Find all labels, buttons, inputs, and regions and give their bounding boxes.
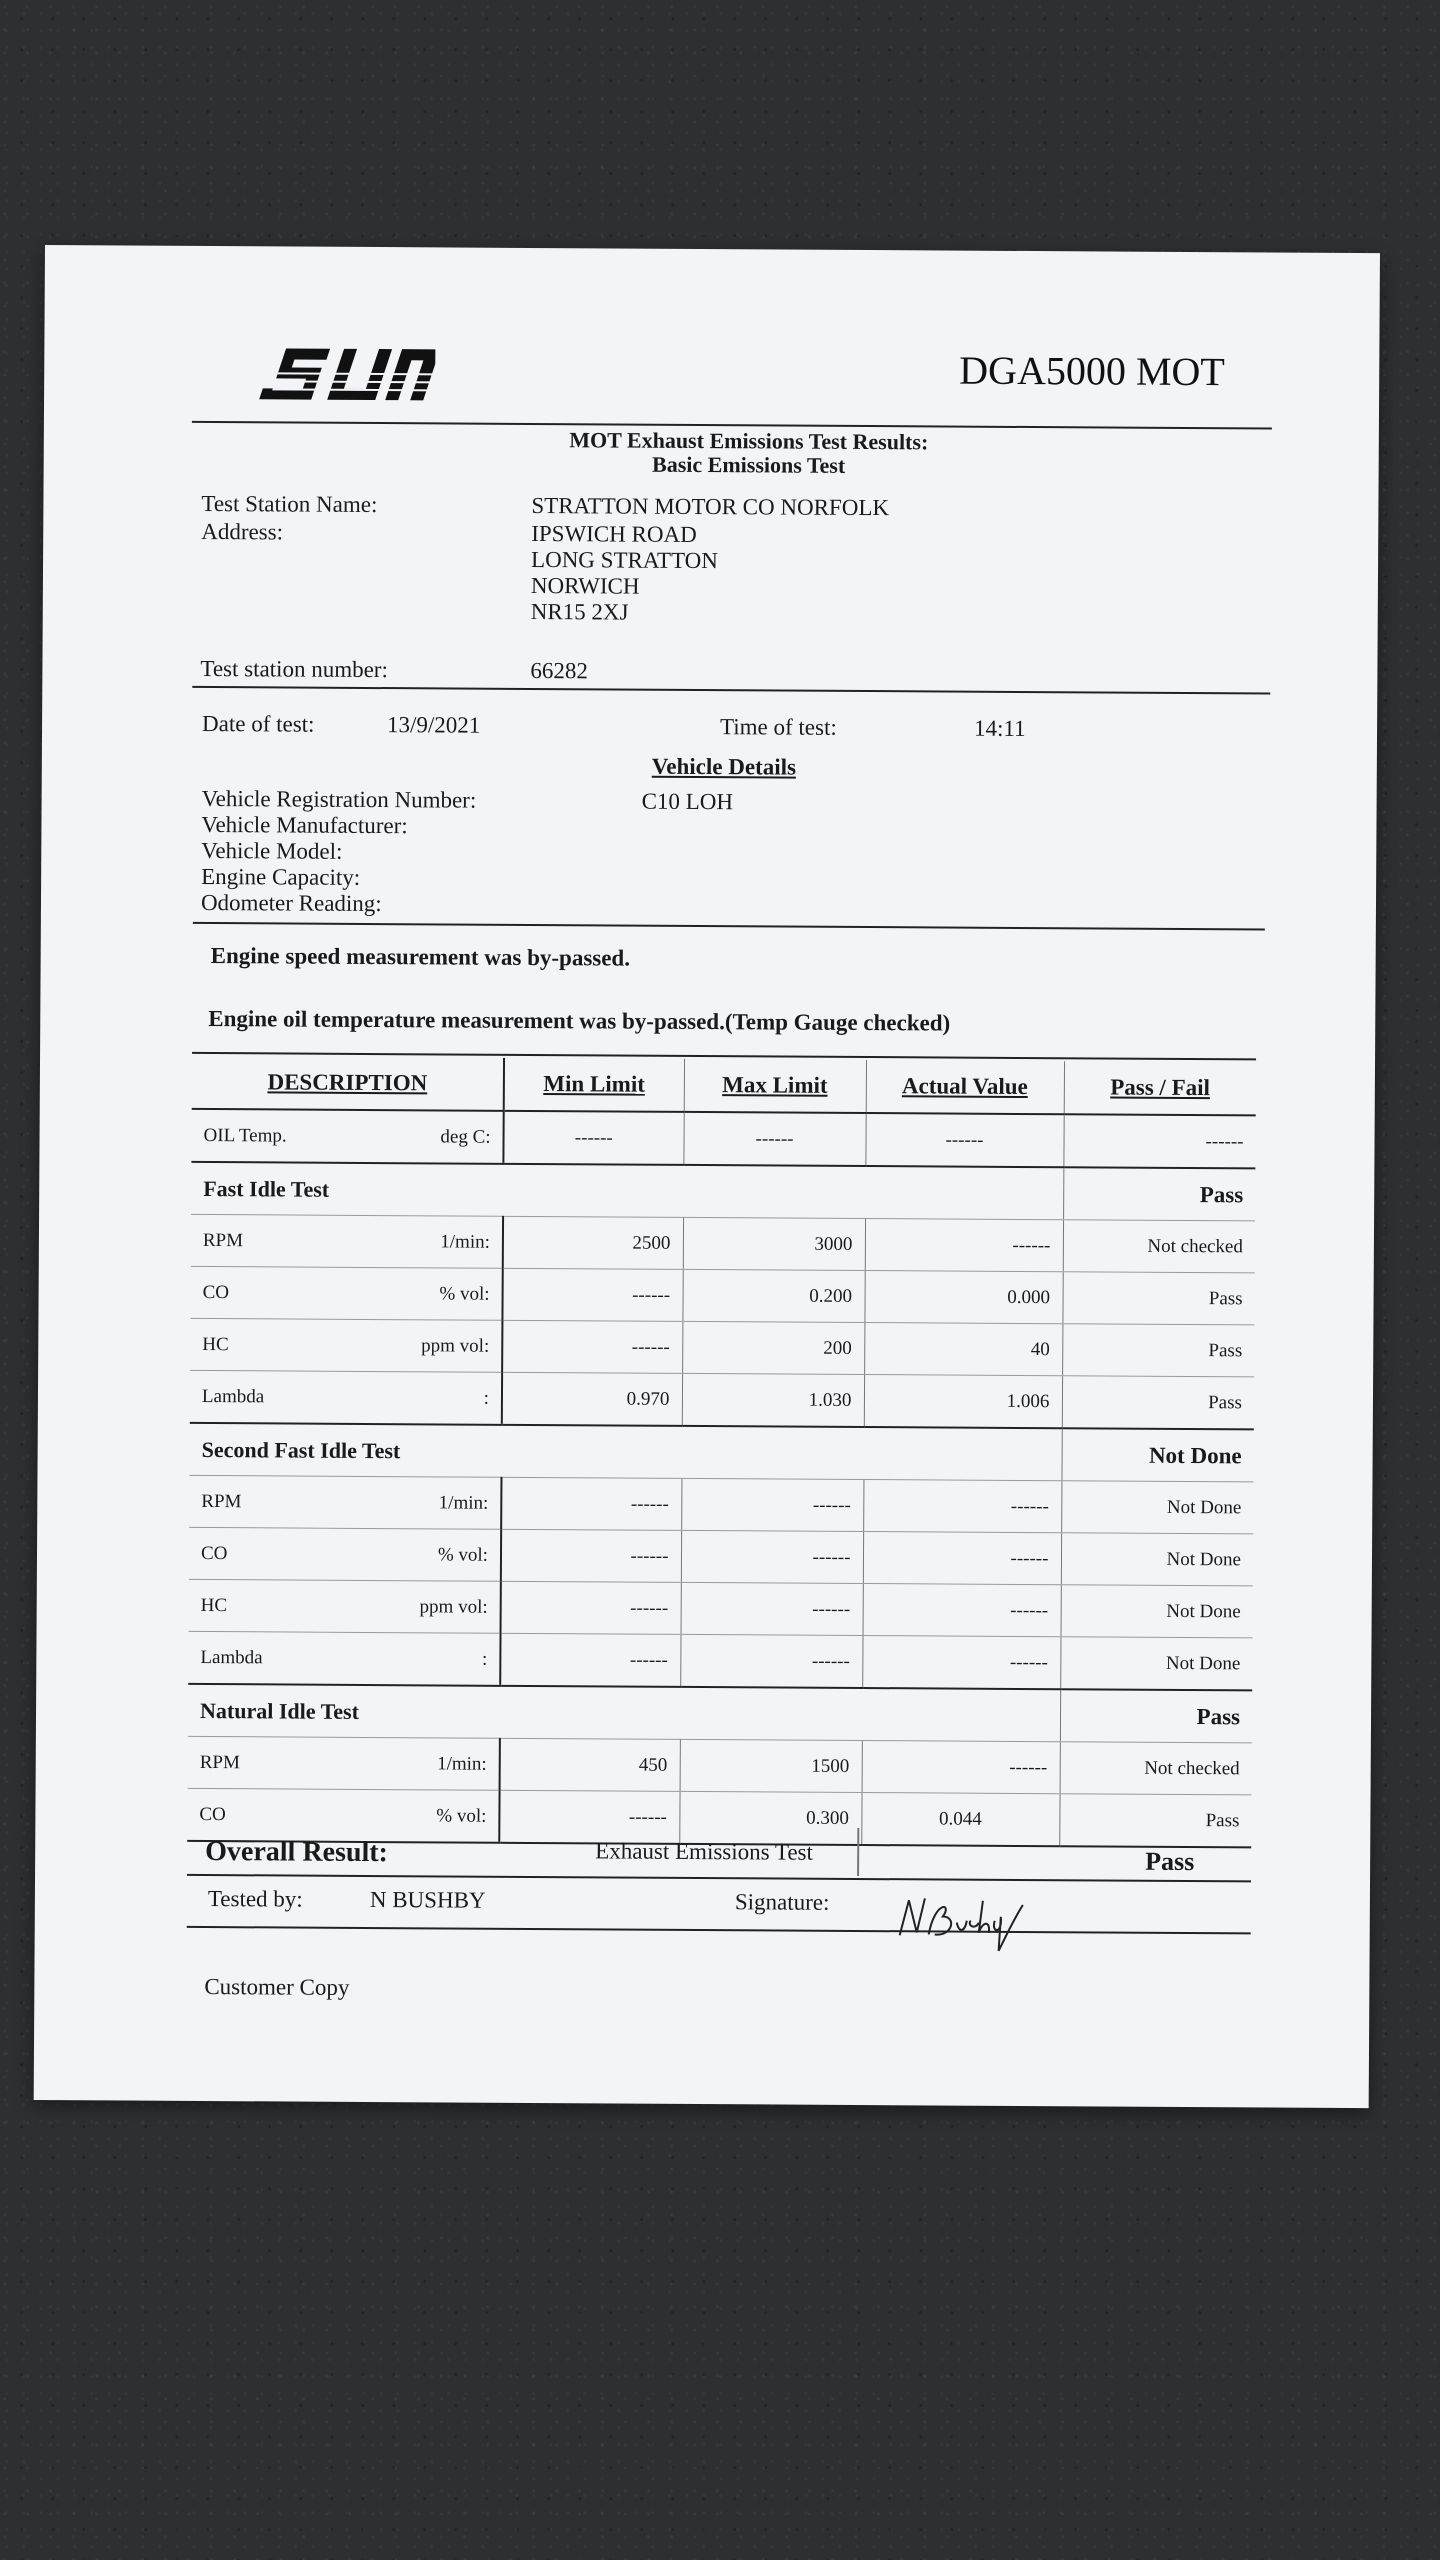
min-limit: ------	[503, 1111, 683, 1165]
address-label: Address:	[201, 518, 284, 545]
pass-fail: Pass	[1062, 1272, 1254, 1325]
min-limit: ------	[502, 1268, 682, 1321]
station-name: STRATTON MOTOR CO NORFOLK	[531, 492, 890, 521]
section-result: Pass	[1063, 1167, 1255, 1221]
actual-value: ------	[863, 1584, 1061, 1637]
address-line: LONG STRATTON	[531, 546, 718, 574]
time-label: Time of test:	[719, 714, 837, 740]
row-unit: 1/min:	[437, 1752, 487, 1775]
results-subheading: Basic Emissions Test	[652, 451, 846, 478]
divider	[192, 686, 1270, 694]
row-description	[190, 1266, 502, 1320]
test-time: 14:11	[973, 715, 1026, 741]
section-title: Fast Idle Test	[191, 1162, 1063, 1220]
vehicle-model-label: Vehicle Model:	[201, 837, 343, 864]
divider	[857, 1828, 859, 1876]
min-limit: ------	[501, 1477, 681, 1530]
row-description	[189, 1475, 501, 1529]
pass-fail: Pass	[1062, 1324, 1254, 1377]
address-block	[531, 521, 718, 626]
table-row	[191, 1109, 1255, 1168]
section-result: Pass	[1060, 1689, 1252, 1743]
row-unit: 1/min:	[438, 1491, 489, 1514]
row-description	[190, 1370, 502, 1424]
table-row	[191, 1214, 1255, 1272]
min-limit: ------	[500, 1633, 680, 1687]
row-name: CO	[199, 1803, 226, 1825]
max-limit: ------	[681, 1582, 863, 1635]
signature-label: Signature:	[734, 1889, 830, 1915]
column-header: Pass / Fail	[1064, 1061, 1256, 1115]
min-limit: ------	[501, 1529, 681, 1582]
table-row	[189, 1527, 1253, 1585]
pass-fail: Not checked	[1063, 1220, 1255, 1273]
row-unit: % vol:	[437, 1543, 489, 1566]
section-result: Not Done	[1061, 1428, 1253, 1482]
row-description	[191, 1214, 503, 1268]
row-name: RPM	[199, 1751, 240, 1773]
max-limit: 1.030	[682, 1373, 864, 1427]
min-limit: 0.970	[502, 1372, 682, 1426]
pass-fail: ------	[1063, 1114, 1255, 1168]
pass-fail: Not Done	[1061, 1533, 1253, 1586]
min-limit: ------	[499, 1790, 679, 1844]
section-row	[191, 1162, 1255, 1221]
row-name: CO	[200, 1542, 228, 1564]
row-name: OIL Temp.	[203, 1124, 287, 1146]
section-row	[189, 1423, 1253, 1482]
pass-fail: Not checked	[1060, 1742, 1252, 1795]
table-row	[190, 1318, 1254, 1376]
pass-fail: Not Done	[1061, 1585, 1253, 1638]
row-unit: :	[483, 1387, 490, 1409]
row-description	[189, 1527, 501, 1581]
max-limit: 0.200	[682, 1269, 864, 1322]
actual-value: 40	[864, 1323, 1062, 1376]
table-row	[188, 1631, 1252, 1690]
column-header: DESCRIPTION	[192, 1056, 504, 1111]
vehicle-labels	[201, 786, 476, 918]
date-label: Date of test:	[202, 710, 315, 737]
row-unit: ppm vol:	[421, 1334, 490, 1357]
pass-fail: Not Done	[1060, 1637, 1252, 1691]
actual-value: 0.000	[864, 1271, 1062, 1324]
handwritten-signature	[895, 1890, 1065, 1961]
divider	[193, 922, 1265, 931]
engine-speed-note: Engine speed measurement was by-passed.	[210, 943, 631, 971]
address-line: NORWICH	[530, 572, 640, 599]
station-name-label: Test Station Name:	[201, 490, 378, 518]
tester-name: N BUSHBY	[369, 1887, 486, 1913]
emissions-test-certificate	[34, 245, 1380, 2108]
divider	[187, 1926, 1251, 1934]
max-limit: 3000	[683, 1217, 865, 1270]
overall-test-name: Exhaust Emissions Test	[595, 1838, 814, 1865]
min-limit: 450	[500, 1738, 680, 1791]
row-unit: % vol:	[439, 1282, 490, 1305]
actual-value: ------	[862, 1636, 1060, 1690]
max-limit: ------	[681, 1478, 863, 1531]
divider	[187, 1874, 1251, 1882]
customer-copy-label: Customer Copy	[204, 1974, 350, 2000]
max-limit: ------	[681, 1530, 863, 1583]
row-name: HC	[202, 1333, 229, 1355]
row-unit: ppm vol:	[419, 1595, 488, 1618]
section-title: Natural Idle Test	[188, 1684, 1060, 1742]
column-header: Min Limit	[504, 1058, 684, 1112]
row-unit: % vol:	[436, 1804, 487, 1827]
row-unit: :	[482, 1648, 488, 1670]
pass-fail: Pass	[1059, 1794, 1251, 1848]
row-description	[188, 1736, 500, 1790]
max-limit: 1500	[680, 1739, 862, 1792]
sun-logo	[257, 344, 435, 405]
emissions-results-table	[187, 1056, 1256, 1848]
table-row	[188, 1736, 1252, 1794]
row-unit: 1/min:	[440, 1230, 490, 1253]
document-title: DGA5000 MOT	[959, 347, 1225, 395]
row-name: HC	[200, 1594, 228, 1616]
min-limit: ------	[501, 1581, 681, 1634]
section-title: Second Fast Idle Test	[189, 1423, 1061, 1481]
vehicle-reg: C10 LOH	[641, 788, 734, 815]
table-row	[190, 1370, 1254, 1429]
vehicle-manufacturer-label: Vehicle Manufacturer:	[201, 811, 408, 839]
row-name: RPM	[201, 1490, 242, 1512]
actual-value: ------	[863, 1480, 1061, 1533]
pass-fail: Not Done	[1061, 1481, 1253, 1534]
actual-value: ------	[863, 1532, 1061, 1585]
test-date: 13/9/2021	[387, 712, 481, 738]
vehicle-details-title: Vehicle Details	[651, 753, 797, 780]
actual-value: 0.044	[861, 1793, 1059, 1847]
results-heading: MOT Exhaust Emissions Test Results:	[569, 427, 929, 455]
table-header-row	[192, 1056, 1256, 1115]
min-limit: ------	[502, 1320, 682, 1373]
vehicle-reg-label: Vehicle Registration Number:	[201, 785, 477, 813]
actual-value: ------	[865, 1113, 1063, 1167]
actual-value: 1.006	[864, 1375, 1062, 1429]
station-number-label: Test station number:	[200, 655, 388, 683]
tested-by-label: Tested by:	[207, 1886, 303, 1912]
row-description	[188, 1631, 500, 1685]
section-row	[188, 1684, 1252, 1743]
address-line: IPSWICH ROAD	[531, 520, 697, 547]
column-header: Max Limit	[684, 1059, 866, 1113]
max-limit: ------	[680, 1634, 862, 1688]
row-description	[187, 1788, 499, 1842]
actual-value: ------	[865, 1219, 1063, 1272]
column-header: Actual Value	[866, 1060, 1064, 1114]
odometer-label: Odometer Reading:	[200, 889, 382, 917]
max-limit: ------	[683, 1112, 865, 1166]
row-description	[191, 1109, 503, 1164]
table-row	[190, 1266, 1254, 1324]
min-limit: 2500	[503, 1216, 683, 1269]
engine-capacity-label: Engine Capacity:	[201, 863, 361, 890]
row-name: RPM	[202, 1229, 244, 1251]
row-description	[189, 1579, 501, 1633]
pass-fail: Pass	[1062, 1376, 1254, 1430]
row-description	[190, 1318, 502, 1372]
row-unit: deg C:	[440, 1125, 491, 1148]
overall-result: Pass	[1145, 1846, 1195, 1877]
station-number: 66282	[530, 657, 588, 684]
row-name: Lambda	[201, 1385, 265, 1407]
max-limit: 200	[682, 1321, 864, 1374]
address-line: NR15 2XJ	[530, 598, 629, 625]
overall-result-label: Overall Result:	[205, 1836, 389, 1869]
table-row	[189, 1579, 1253, 1637]
oil-temp-note: Engine oil temperature measurement was by-passed.(Temp Gauge checked)	[208, 1006, 951, 1036]
row-name: Lambda	[200, 1646, 263, 1668]
actual-value: ------	[862, 1741, 1060, 1794]
row-name: CO	[202, 1281, 230, 1303]
table-row	[189, 1475, 1253, 1533]
max-limit: 0.300	[679, 1791, 861, 1845]
